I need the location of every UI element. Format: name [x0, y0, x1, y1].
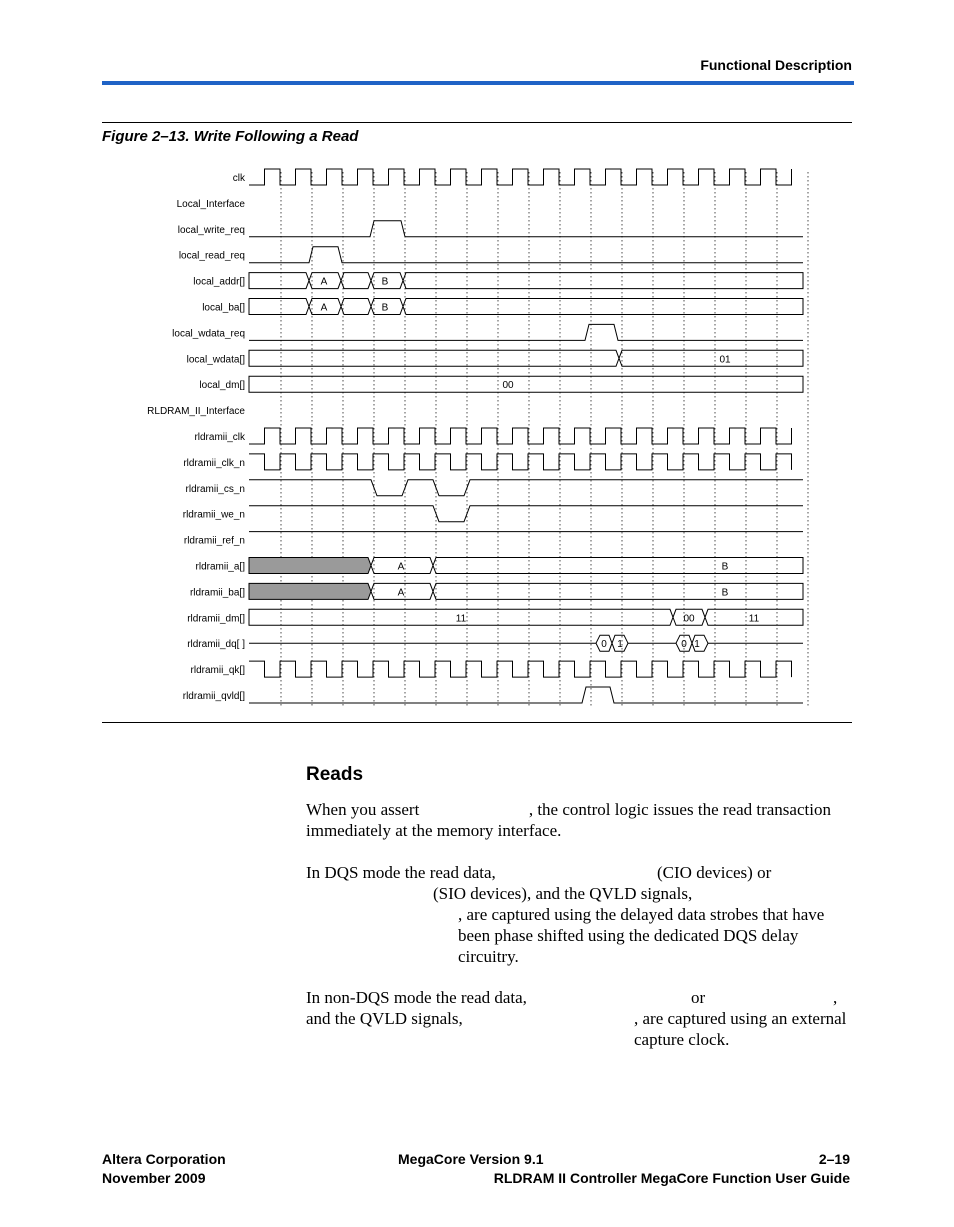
signal-label: rldramii_cs_n — [185, 483, 245, 495]
rldramii-qvld-wave — [249, 687, 803, 703]
bus-segment — [619, 350, 803, 366]
local-addr-value-b: B — [381, 276, 389, 288]
rldramii-ba-wave — [249, 583, 803, 599]
signal-label: local_dm[] — [199, 380, 245, 392]
bus-segment — [249, 299, 309, 315]
bus-segment — [341, 299, 371, 315]
local-dm-wave — [249, 376, 803, 392]
signal-label: rldramii_dq[ ] — [187, 639, 245, 651]
grid-lines — [281, 172, 808, 707]
signal-label: local_wdata_req — [172, 328, 245, 340]
rldramii-dm-wave — [249, 609, 803, 625]
local-write-req-wave — [249, 221, 803, 237]
rldramii-dq-wave — [249, 635, 803, 651]
running-header: Functional Description — [700, 57, 852, 73]
signal-labels — [147, 173, 246, 702]
rldramii-clk-wave — [249, 428, 792, 444]
bus-segment — [249, 273, 309, 289]
local-wdata-value: 01 — [719, 354, 731, 366]
paragraph-3 — [306, 987, 856, 1049]
local-ba-value-a: A — [320, 302, 328, 314]
p3-text-c: , — [833, 988, 838, 1007]
paragraph-1: When you assert local_read_req , the control logic issues the read transaction immediately at the memory interface. — [306, 800, 831, 840]
bus-segment — [249, 558, 371, 574]
p3-text-d: and the QVLD signals, — [306, 1009, 463, 1028]
p3-text-a: In non-DQS mode the read data, — [306, 988, 527, 1007]
footer-version: MegaCore Version 9.1 — [398, 1151, 544, 1167]
rldramii-clk-n-wave — [249, 454, 792, 470]
signal-label: local_addr[] — [193, 276, 245, 288]
signal-label: rldramii_ref_n — [183, 535, 245, 547]
bus-segment — [249, 583, 371, 599]
signal-label: rldramii_qk[] — [190, 665, 245, 677]
paragraph-2 — [306, 862, 856, 966]
dq-value-1a: 1 — [617, 639, 623, 651]
rldramii-qk-wave — [249, 661, 792, 677]
signal-label: local_write_req — [177, 224, 245, 236]
rldramii-ba-value-a: A — [397, 587, 405, 599]
p1-text-b: , the control logic issues the read transaction immediately at the memory interface. — [306, 800, 831, 840]
local-dm-value: 00 — [502, 380, 514, 392]
signal-label: rldramii_a[] — [195, 561, 245, 573]
bus-segment — [433, 583, 803, 599]
bus-segment — [341, 273, 371, 289]
signal-label: clk — [232, 173, 245, 184]
p2-text-c: (SIO devices), and the QVLD signals, — [433, 884, 693, 903]
local-addr-value-a: A — [320, 276, 328, 288]
clk-wave — [249, 169, 792, 185]
bus-segment — [249, 350, 619, 366]
signal-label: rldramii_ba[] — [189, 587, 245, 599]
local-addr-wave — [249, 273, 803, 289]
rldramii-dm-value-00: 00 — [683, 613, 695, 625]
signal-label: rldramii_we_n — [182, 509, 245, 521]
header-rule — [102, 81, 854, 85]
footer-guide-title: RLDRAM II Controller MegaCore Function User Guide — [493, 1170, 850, 1186]
section-title: Reads — [306, 764, 364, 785]
bus-segment — [403, 273, 803, 289]
dq-value-0b: 0 — [681, 639, 687, 651]
signal-label: local_ba[] — [202, 302, 245, 314]
local-wdata-req-wave — [249, 324, 803, 340]
signal-label: RLDRAM_II_Interface — [147, 406, 245, 418]
figure-top-rule — [102, 122, 852, 123]
footer-date: November 2009 — [102, 1170, 206, 1186]
p3-text-b: or — [691, 988, 706, 1007]
bus-segment — [433, 558, 803, 574]
rldramii-dm-value-11a: 11 — [455, 613, 467, 625]
bus-segment — [249, 376, 803, 392]
rldramii-ba-value-b: B — [721, 587, 729, 599]
p2-text-d: , are captured using the delayed data strobes that have been phase shifted using the dedicated DQS delay circuitry. — [458, 905, 825, 966]
signal-label: local_wdata[] — [186, 354, 245, 366]
figure-caption: Figure 2–13. Write Following a Read — [102, 128, 359, 145]
rldramii-dm-value-11b: 11 — [748, 613, 760, 625]
signal-label: rldramii_clk_n — [183, 457, 245, 469]
timing-diagram — [0, 160, 954, 720]
p3-text-e: , are captured using an external capture clock. — [634, 1009, 847, 1049]
local-read-req-wave — [249, 247, 803, 263]
dq-value-0a: 0 — [601, 639, 607, 651]
rldramii-a-value-a: A — [397, 561, 405, 573]
figure-bottom-rule — [102, 722, 852, 723]
signal-label: rldramii_qvld[] — [182, 691, 245, 702]
signal-label: rldramii_clk — [194, 432, 245, 443]
p2-text-b: (CIO devices) or — [657, 863, 772, 882]
signal-label: Local_Interface — [176, 198, 245, 210]
local-ba-value-b: B — [381, 302, 389, 314]
rldramii-a-value-b: B — [721, 561, 729, 573]
p1-text-a: When you assert — [306, 800, 420, 819]
signal-label: rldramii_dm[] — [187, 613, 245, 625]
footer-company: Altera Corporation — [102, 1151, 226, 1167]
rldramii-cs-n-wave — [249, 480, 803, 496]
dq-value-1b: 1 — [694, 639, 700, 651]
rldramii-a-wave — [249, 558, 803, 574]
waveforms — [249, 169, 803, 703]
rldramii-we-n-wave — [249, 506, 803, 522]
p2-text-a: In DQS mode the read data, — [306, 863, 496, 882]
signal-label: local_read_req — [178, 250, 245, 262]
footer-page-number: 2–19 — [818, 1151, 850, 1167]
local-ba-wave — [249, 299, 803, 315]
bus-segment — [403, 299, 803, 315]
